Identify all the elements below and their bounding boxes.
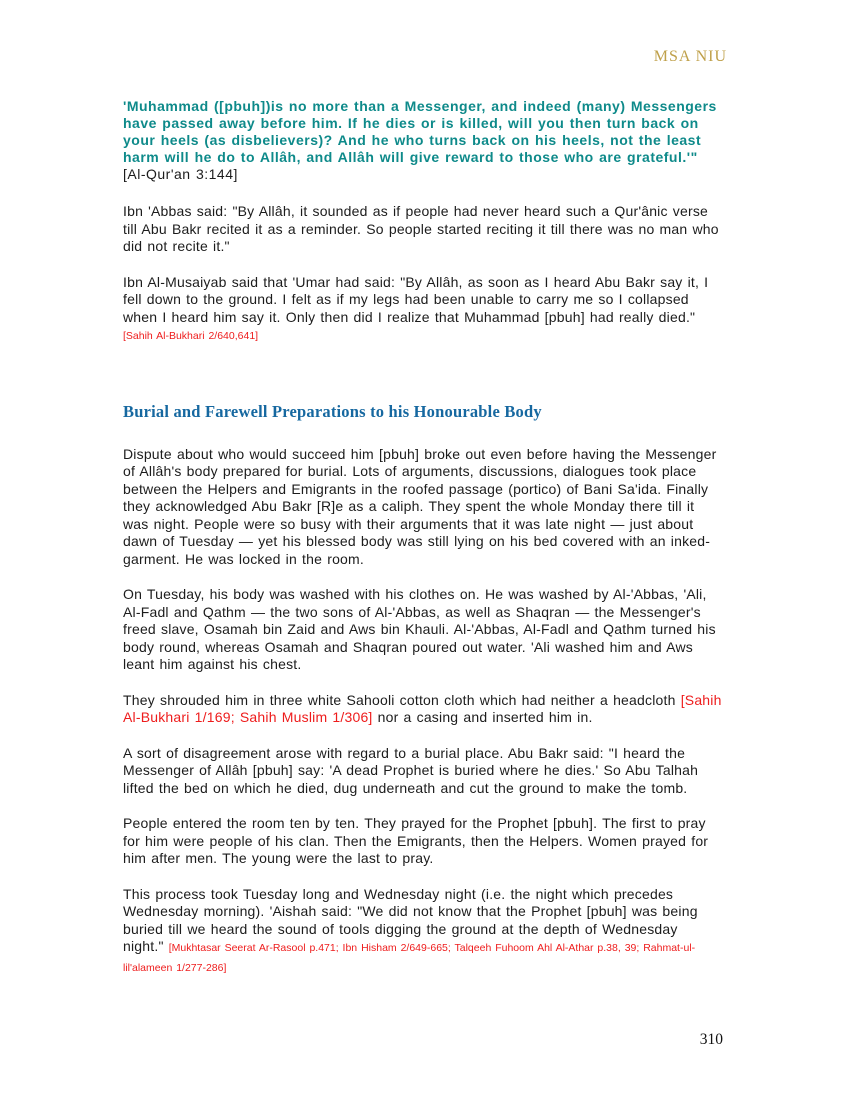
section-heading-burial [123, 402, 723, 422]
paragraph-dispute-succession-body-text: Dispute about who would succeed him [pbuh] broke out even before having the Messenger of Allâh's body prepared for burial. Lots of arguments, discussions, dialogues took place between the Helpers and Emigrants in the roofed passage (portico) of Bani Sa'ida. Finally they acknowledged Abu Bakr [R]e as a caliph. They spent the whole Monday there till it was night. People were so busy with their arguments that it was late night — just about dawn of Tuesday — yet his blessed body was still lying on his bed covered with an inked-garment. He was locked in the room. [123, 445, 717, 567]
paragraph-ibn-al-musaiyab [123, 274, 723, 346]
section-heading-burial-heading-text: Burial and Farewell Preparations to his Honourable Body [123, 401, 542, 421]
paragraph-shrouding-body-text: They shrouded him in three white Sahooli cotton cloth which had neither a headcloth [123, 691, 681, 708]
paragraph-burial-time-cite-small-text: [Mukhtasar Seerat Ar-Rasool p.471; Ibn Hisham 2/649-665; Talqeeh Fuhoom Ahl Al-Athar p.38, 39; Rahmat-ul-lil'alameen 1/277-286] [123, 942, 696, 974]
paragraph-shrouding [123, 692, 723, 727]
paragraph-washing [123, 586, 723, 674]
paragraph-ibn-al-musaiyab-cite-small-text: [Sahih Al-Bukhari 2/640,641] [123, 330, 259, 342]
paragraph-prayers-body-text: People entered the room ten by ten. They prayed for the Prophet [pbuh]. The first to pray for him were people of his clan. Then the Emigrants, then the Helpers. Women prayed for him after men. The young were the last to pray. [123, 815, 709, 866]
quran-quote-quote-text: 'Muhammad ([pbuh])is no more than a Messenger, and indeed (many) Messengers have passed away before him. If he dies or is killed, will you then turn back on your heels (as disbelievers)? And he who turns back on his heels, not the least harm will he do to Allâh, and Allâh will give reward to those who are grateful.'" [123, 98, 717, 165]
paragraph-shrouding-cite-text: [Sahih Al-Bukhari 1/169; Sahih Muslim 1/306] [123, 691, 722, 725]
paragraph-burial-place [123, 745, 723, 798]
paragraph-washing-body-text: On Tuesday, his body was washed with his clothes on. He was washed by Al-'Abbas, 'Ali, Al-Fadl and Qathm — the two sons of Al-'Abbas, as well as Shaqran — the Messenger's freed slave, Osamah bin Zaid and Aws bin Khauli. Al-'Abbas, Al-Fadl and Qathm turned his body round, whereas Osamah and Shaqran poured out water. 'Ali washed him and Aws leant him against his chest. [123, 586, 716, 672]
paragraph-dispute-succession [123, 446, 723, 569]
paragraph-burial-time [123, 886, 723, 978]
paragraph-prayers [123, 815, 723, 868]
paragraph-ibn-abbas-body-text: Ibn 'Abbas said: "By Allâh, it sounded as if people had never heard such a Qur'ânic verse till Abu Bakr recited it as a reminder. So people started reciting it till there was no man who did not recite it." [123, 203, 719, 254]
paragraph-ibn-abbas [123, 203, 723, 256]
header-watermark: MSA NIU [653, 48, 727, 65]
paragraph-ibn-al-musaiyab-body-text: Ibn Al-Musaiyab said that 'Umar had said: "By Allâh, as soon as I heard Abu Bakr say it, I fell down to the ground. I felt as if my legs had been unable to carry me so I collapsed when I heard him say it. Only then did I realize that Muhammad [pbuh] had really died." [123, 273, 709, 325]
paragraph-burial-place-body-text: A sort of disagreement arose with regard to a burial place. Abu Bakr said: "I heard the Messenger of Allâh [pbuh] say: 'A dead Prophet is buried where he dies.' So Abu Talhah lifted the bed on which he died, dug underneath and cut the ground to make the tomb. [123, 744, 699, 796]
page-footer [700, 1031, 723, 1049]
page-header [654, 48, 727, 66]
document-content [123, 98, 723, 995]
page-number: 310 [699, 1031, 723, 1048]
paragraph-burial-time-body-text: This process took Tuesday long and Wednesday night (i.e. the night which precedes Wednesday morning). 'Aishah said: "We did not know that the Prophet [pbuh] was being buried till we heard the sound of tools digging the ground at the depth of Wednesday night." [123, 885, 698, 954]
quran-quote-plain-text: [Al-Qur'an 3:144] [123, 166, 238, 182]
quran-quote [123, 98, 723, 183]
paragraph-shrouding-body-text: nor a casing and inserted him in. [372, 709, 593, 725]
